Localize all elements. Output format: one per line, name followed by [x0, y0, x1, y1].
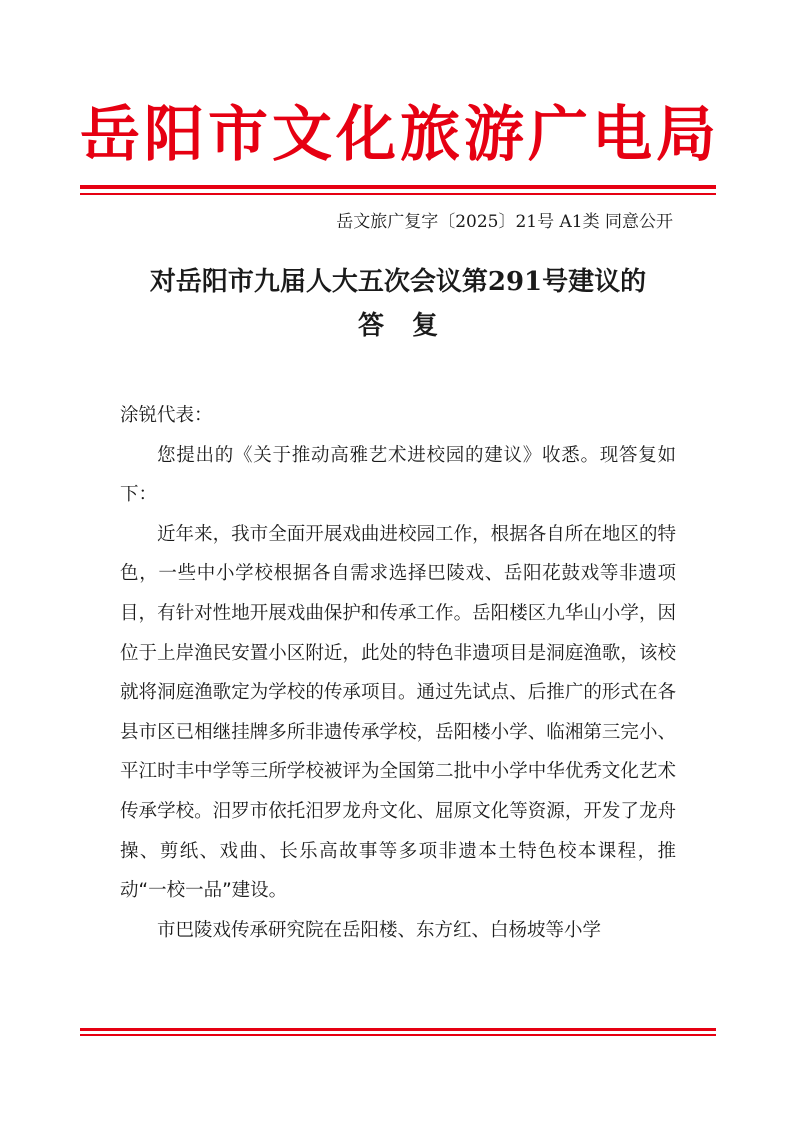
header-rule-thick: [80, 185, 716, 189]
document-body: [120, 396, 676, 950]
header-rule-thin: [80, 193, 716, 195]
footer-rule-thin: [80, 1034, 716, 1036]
footer-rule-thick: [80, 1028, 716, 1031]
paragraph: 市巴陵戏传承研究院在岳阳楼、东方红、白杨坡等小学: [157, 919, 602, 941]
document-number: 岳文旅广复字〔2025〕21号 A1类 同意公开: [336, 212, 673, 232]
paragraph: 您提出的《关于推动高雅艺术进校园的建议》收悉。现答复如下：: [120, 444, 676, 506]
org-header-title: 岳阳市文化旅游广电局: [80, 100, 716, 170]
document-title-line2: 答复: [357, 311, 466, 341]
paragraph: 近年来，我市全面开展戏曲进校园工作，根据各自所在地区的特色，一些中小学校根据各自需求选择巴陵戏、岳阳花鼓戏等非遗项目，有针对性地开展戏曲保护和传承工作。岳阳楼区九华山小学，因位于上岸渔民安置小区附近，此处的特色非遗项目是洞庭渔歌，该校就将洞庭渔歌定为学校的传承项目。通过先试点、后推广的形式在各县市区已相继挂牌多所非遗传承学校，岳阳楼小学、临湘第三完小、平江时丰中学等三所学校被评为全国第二批中小学中华优秀文化艺术传承学校。汨罗市依托汨罗龙舟文化、屈原文化等资源，开发了龙舟操、剪纸、戏曲、长乐高故事等多项非遗本土特色校本课程，推动“一校一品”建设。: [120, 523, 676, 902]
salutation: 涂锐代表：: [120, 405, 213, 426]
document-title-line1: 对岳阳市九届人大五次会议第291号建议的: [149, 267, 647, 297]
